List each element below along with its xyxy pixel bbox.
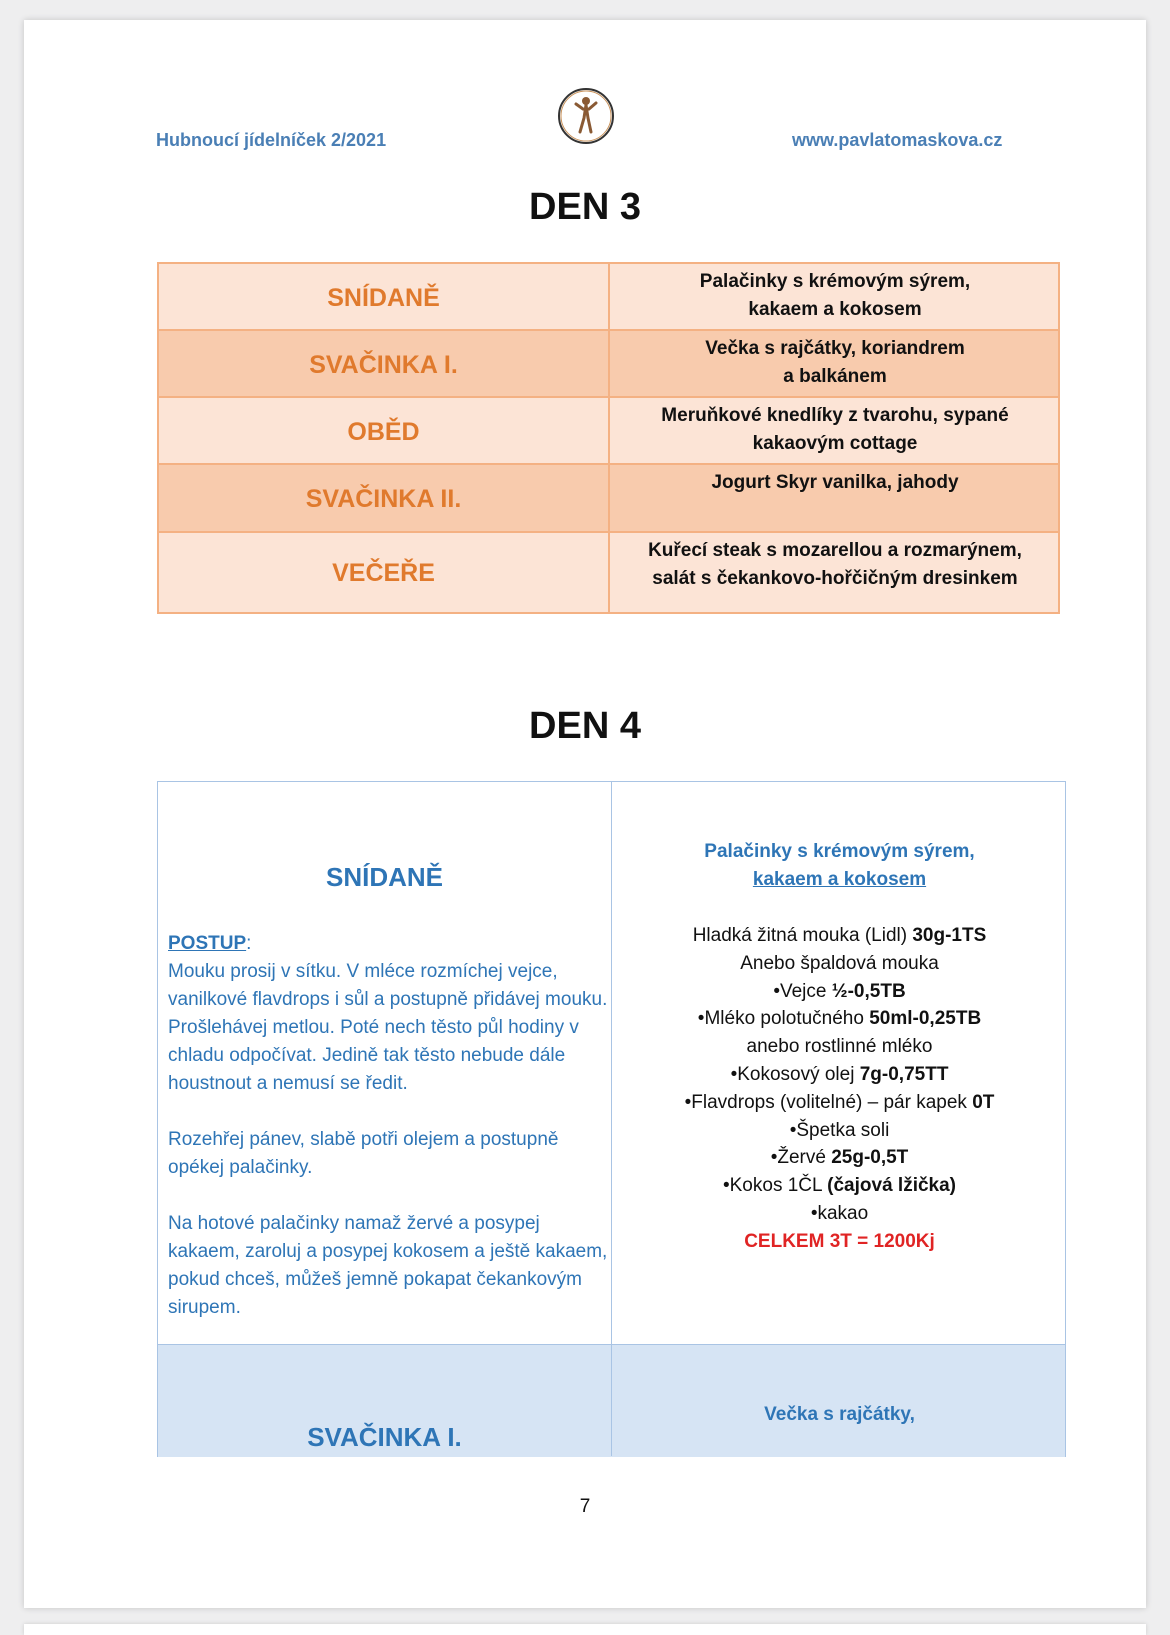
meal-line: Večka s rajčátky, koriandrem (705, 338, 965, 359)
total-energy: CELKEM 3T = 1200Kj (744, 1230, 935, 1252)
meal-label: OBĚD (159, 398, 610, 463)
breakfast-label: SNÍDANĚ (325, 862, 443, 892)
figure-in-circle-icon (556, 86, 616, 146)
meal-line: Palačinky s krémovým sýrem, (699, 271, 971, 292)
postup-heading: POSTUP (168, 933, 247, 954)
meal-description (612, 402, 1058, 458)
ingredient-item: Hladká žitná mouka (Lidl) 30g-1TS (692, 925, 987, 946)
ingredient-item: •Kokos 1ČL (čajová lžička) (722, 1175, 956, 1197)
ingredient-item: •Mléko polotučného 50ml-0,25TB (697, 1008, 982, 1030)
day4-recipe-table (157, 781, 1066, 1457)
meal-line: Meruňkové knedlíky z tvarohu, sypané (661, 405, 1009, 426)
recipe-steps (168, 930, 608, 1350)
meal-description (612, 335, 1058, 391)
ingredient-item: anebo rostlinné mléko (746, 1036, 933, 1058)
meal-line: a balkánem (783, 366, 887, 387)
table-row (159, 398, 1058, 465)
meal-line: kakaovým cottage (752, 433, 918, 454)
header-title: Hubnoucí jídelníček 2/2021 (156, 130, 387, 150)
meal-description (612, 268, 1058, 324)
meal-line: Jogurt Skyr vanilka, jahody (711, 472, 959, 493)
ingredient-item: •kakao (810, 1202, 869, 1224)
meal-description (612, 537, 1058, 593)
ingredient-item: •Špetka soli (789, 1119, 890, 1141)
table-row (159, 533, 1058, 612)
snack-label: SVAČINKA I. (307, 1422, 462, 1452)
meal-line: kakaem a kokosem (748, 299, 922, 320)
meal-description (612, 469, 1058, 497)
meal-line: salát s čekankovo-hořčičným dresinkem (652, 568, 1018, 589)
recipe-step: Mouku prosij v sítku. V mléce rozmíchej vejce, vanilkové flavdrops i sůl a postupně přidávej mouku. Prošlehávej metlou. Poté nech těsto půl hodiny v chladu odpočívat. Jedině tak těsto nebude dále houstnout a nemusí se ředit. (168, 961, 608, 1094)
ingredient-item: •Žervé 25g-0,5T (770, 1147, 909, 1169)
meal-label: SVAČINKA I. (159, 331, 610, 396)
ingredient-item: Anebo špaldová mouka (740, 952, 939, 974)
meal-line: Kuřecí steak s mozarellou a rozmarýnem, (648, 540, 1022, 561)
next-page-edge (24, 1624, 1146, 1635)
table-row (159, 331, 1058, 398)
dish-line: Palačinky s krémovým sýrem, (704, 841, 975, 862)
page-number: 7 (579, 1496, 591, 1517)
ingredient-item: •Kokosový olej 7g-0,75TT (730, 1063, 949, 1085)
table-row (159, 264, 1058, 331)
snack-dish-title: Večka s rajčátky, (764, 1404, 915, 1425)
ingredient-item: •Vejce ½-0,5TB (773, 980, 906, 1002)
day3-title: DEN 3 (529, 186, 641, 228)
day4-title: DEN 4 (529, 705, 641, 747)
meal-label: VEČEŘE (159, 533, 610, 612)
recipe-step: Na hotové palačinky namaž žervé a posypej kakaem, zaroluj a posypej kokosem a ještě kakaem, pokud chceš, můžeš jemně pokapat čekankovým sirupem. (168, 1213, 608, 1318)
meal-label: SNÍDANĚ (159, 264, 610, 329)
header-website: www.pavlatomaskova.cz (792, 130, 1003, 150)
recipe-step: Rozehřej pánev, slabě potři olejem a postupně opékej palačinky. (168, 1129, 559, 1178)
dish-line: kakaem a kokosem (752, 869, 927, 890)
postup-colon: : (246, 933, 252, 954)
ingredient-item: •Flavdrops (volitelné) – pár kapek 0T (684, 1091, 995, 1113)
breakfast-dish-title (612, 838, 1067, 894)
meal-label: SVAČINKA II. (159, 465, 610, 531)
day3-meal-table (157, 262, 1060, 614)
table-row (159, 465, 1058, 533)
ingredient-list (612, 922, 1067, 1256)
